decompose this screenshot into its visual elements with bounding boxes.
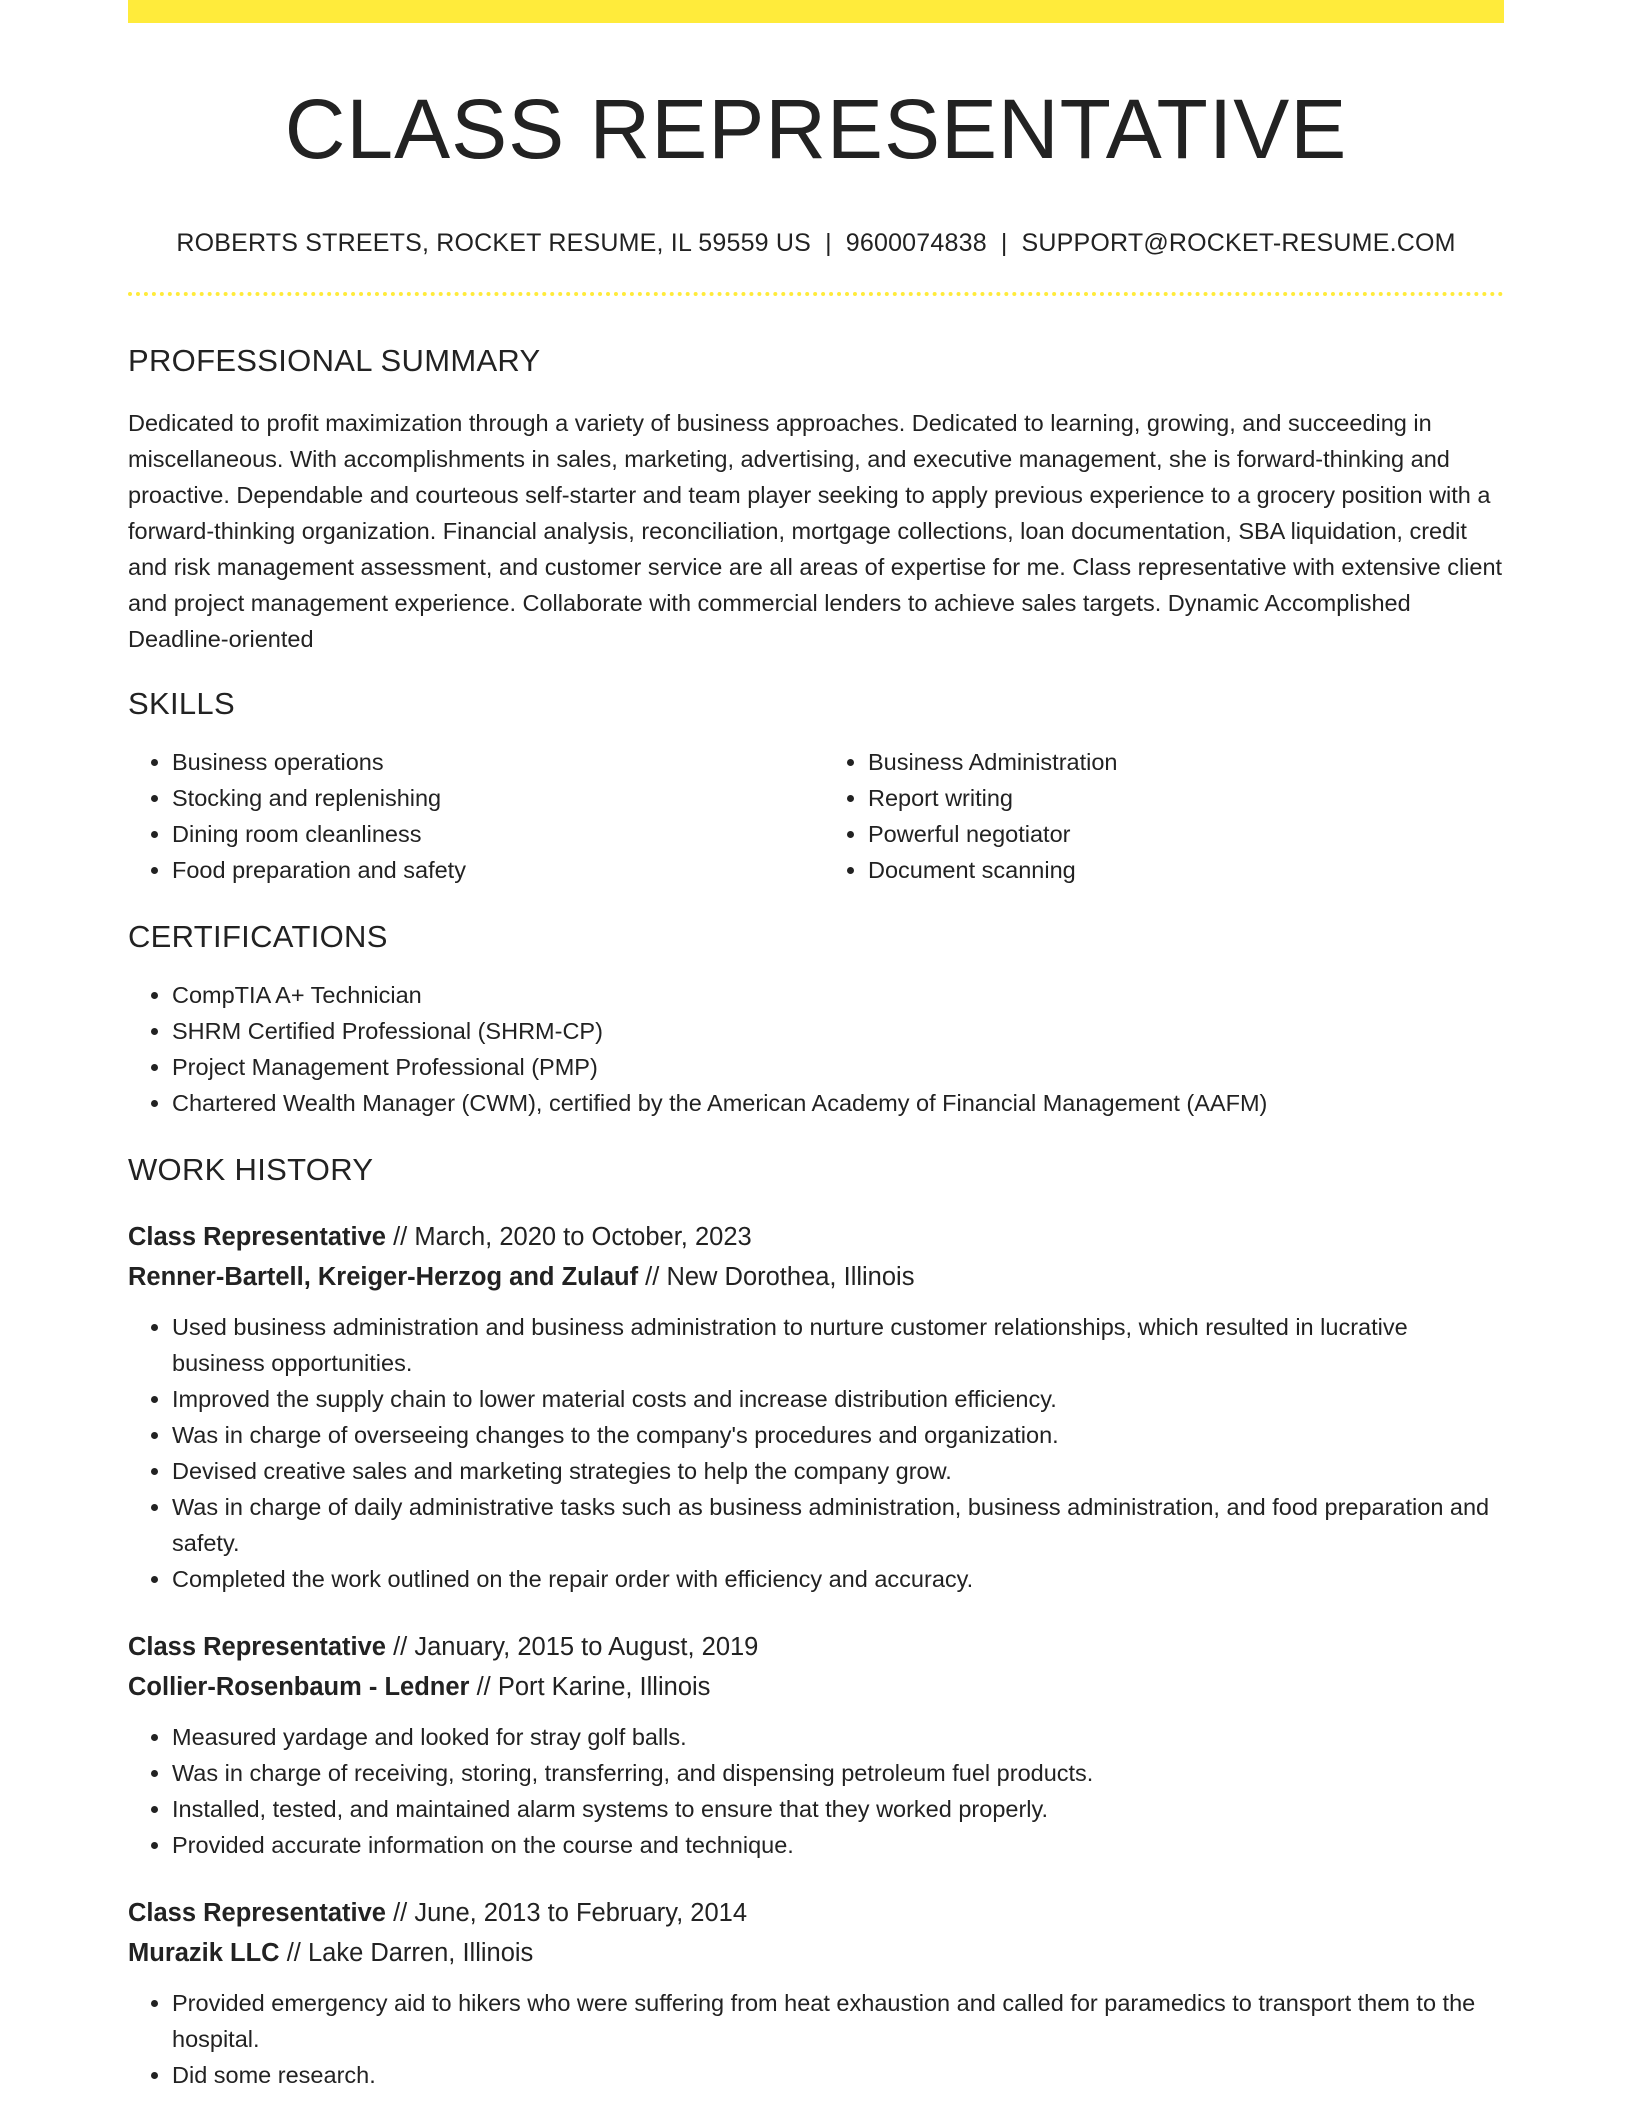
job-location: Lake Darren, Illinois [307, 1938, 534, 1967]
summary-heading: PROFESSIONAL SUMMARY [128, 342, 541, 378]
contact-address: ROBERTS STREETS, ROCKET RESUME, IL 59559 US [176, 229, 812, 258]
resume-page [128, 0, 1504, 2093]
job-role: Class Representative [128, 1898, 386, 1927]
certifications-list [128, 977, 1504, 1121]
job-bullet: • Did some research. [172, 2057, 1504, 2093]
job-title-line [128, 1217, 1504, 1257]
skill-item: • Stocking and replenishing [172, 780, 816, 816]
contact-separator: | [1000, 229, 1008, 258]
certification-item: • Chartered Wealth Manager (CWM), certified by the American Academy of Financial Management (AAFM) [172, 1085, 1504, 1121]
job-company: Renner-Bartell, Kreiger-Herzog and Zulauf [128, 1262, 639, 1291]
job-bullet: • Provided accurate information on the course and technique. [172, 1827, 1504, 1863]
skill-item: • Business Administration [868, 744, 1504, 780]
job-delimiter: // [393, 1898, 408, 1927]
job-delimiter: // [286, 1938, 301, 1967]
dotted-divider [128, 292, 1504, 296]
job-location: Port Karine, Illinois [497, 1672, 711, 1701]
summary-text: Dedicated to profit maximization through a variety of business approaches. Dedicated to learning, growing, and succeeding in miscellaneous. With accomplishments in sales, marketing, advertising, and executive management, she is forward-thinking and proactive. Dependable and courteous self-starter and team player seeking to apply previous experience to a grocery position with a forward-thinking organization. Financial analysis, reconciliation, mortgage collections, loan documentation, SBA liquidation, credit and risk management assessment, and customer service are all areas of expertise for me. Class representative with extensive client and project management experience. Collaborate with commercial lenders to achieve sales targets. Dynamic Accomplished Deadline-oriented [128, 410, 1503, 653]
candidate-name: CLASS REPRESENTATIVE [284, 82, 1348, 176]
skills-grid [128, 744, 1504, 888]
certification-item: • Project Management Professional (PMP) [172, 1049, 1504, 1085]
skills-list-right [816, 744, 1504, 888]
job-title-line [128, 1893, 1504, 1933]
job-bullet: • Used business administration and business administration to nurture customer relationships, which resulted in lucrative business opportunities. [172, 1309, 1504, 1381]
job-bullet: • Provided emergency aid to hikers who were suffering from heat exhaustion and called for paramedics to transport them to the hospital. [172, 1985, 1504, 2057]
contact-line [128, 227, 1504, 260]
job-bullet: • Completed the work outlined on the repair order with efficiency and accuracy. [172, 1561, 1504, 1597]
job-entry [128, 1627, 1504, 1863]
job-company: Murazik LLC [128, 1938, 280, 1967]
skill-item: • Report writing [868, 780, 1504, 816]
certifications-heading: CERTIFICATIONS [128, 919, 388, 955]
job-company-line [128, 1257, 1504, 1297]
job-dates: March, 2020 to October, 2023 [414, 1222, 752, 1251]
contact-separator: | [825, 229, 832, 258]
job-bullet: • Devised creative sales and marketing strategies to help the company grow. [172, 1453, 1504, 1489]
certification-item: • CompTIA A+ Technician [172, 977, 1504, 1013]
job-role: Class Representative [128, 1222, 386, 1251]
job-bullets [128, 1985, 1504, 2093]
certification-item: • SHRM Certified Professional (SHRM-CP) [172, 1013, 1504, 1049]
accent-top-bar [128, 0, 1504, 23]
skills-list-left [128, 744, 816, 888]
contact-phone: 9600074838 [845, 229, 987, 258]
contact-email: SUPPORT@ROCKET-RESUME.COM [1021, 229, 1456, 258]
job-entry [128, 1217, 1504, 1597]
job-bullet: • Was in charge of overseeing changes to the company's procedures and organization. [172, 1417, 1504, 1453]
skill-item: • Powerful negotiator [868, 816, 1504, 852]
job-entry [128, 1893, 1504, 2093]
job-delimiter: // [645, 1262, 660, 1291]
skill-item: • Business operations [172, 744, 816, 780]
work-history-heading: WORK HISTORY [128, 1152, 374, 1188]
job-dates: January, 2015 to August, 2019 [414, 1632, 759, 1661]
skill-item: • Food preparation and safety [172, 852, 816, 888]
job-delimiter: // [393, 1632, 408, 1661]
job-delimiter: // [476, 1672, 491, 1701]
job-bullet: • Installed, tested, and maintained alarm systems to ensure that they worked properly. [172, 1791, 1504, 1827]
job-bullet: • Was in charge of receiving, storing, transferring, and dispensing petroleum fuel products. [172, 1755, 1504, 1791]
job-bullet: • Improved the supply chain to lower material costs and increase distribution efficiency. [172, 1381, 1504, 1417]
job-company-line [128, 1667, 1504, 1707]
job-location: New Dorothea, Illinois [666, 1262, 915, 1291]
skill-item: • Document scanning [868, 852, 1504, 888]
job-company-line [128, 1933, 1504, 1973]
job-dates: June, 2013 to February, 2014 [414, 1898, 747, 1927]
job-bullets [128, 1719, 1504, 1863]
job-delimiter: // [393, 1222, 408, 1251]
skill-item: • Dining room cleanliness [172, 816, 816, 852]
job-bullet: • Was in charge of daily administrative tasks such as business administration, business administration, and food preparation and safety. [172, 1489, 1504, 1561]
job-bullet: • Measured yardage and looked for stray golf balls. [172, 1719, 1504, 1755]
job-role: Class Representative [128, 1632, 386, 1661]
job-company: Collier-Rosenbaum - Ledner [128, 1672, 470, 1701]
skills-heading: SKILLS [128, 686, 235, 722]
job-title-line [128, 1627, 1504, 1667]
job-bullets [128, 1309, 1504, 1597]
